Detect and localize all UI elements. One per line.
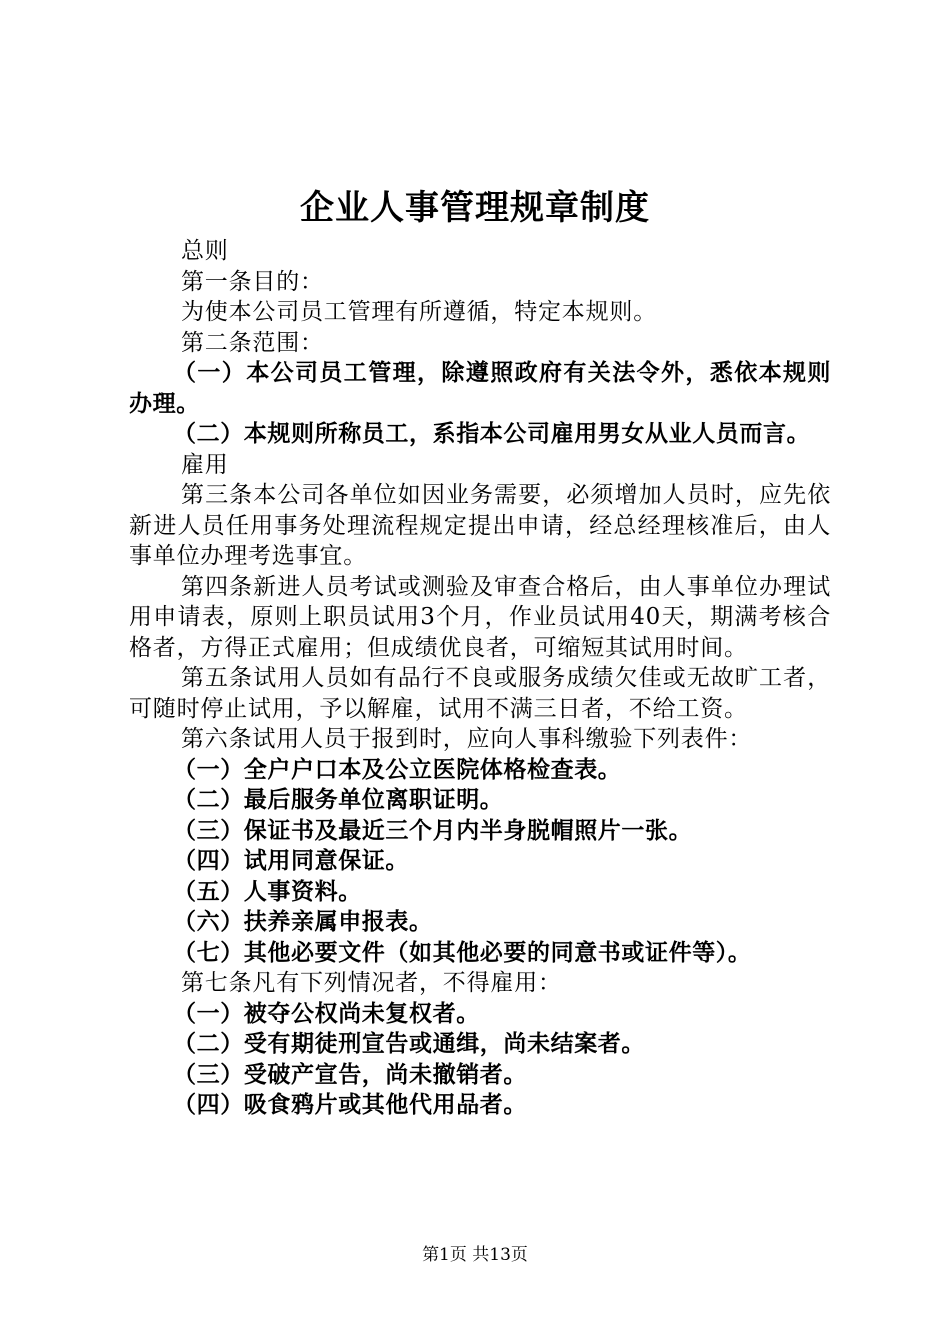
paragraph: 第五条试用人员如有品行不良或服务成绩欠佳或无故旷工者，可随时停止试用，予以解雇，试用不满三日者，不给工资。: [129, 665, 831, 722]
paragraph: 第六条试用人员于报到时，应向人事科缴验下列表件：: [181, 726, 753, 752]
list-item: （一）本公司员工管理，除遵照政府有关法令外，悉依本规则办理。: [129, 360, 831, 417]
section-heading: 雇用: [181, 451, 229, 478]
list-item: （三）保证书及最近三个月内半身脱帽照片一张。: [173, 817, 693, 844]
list-item: （四）吸食鸦片或其他代用品者。: [173, 1092, 527, 1118]
section-heading: 总则: [181, 238, 229, 264]
paragraph: 第三条本公司各单位如因业务需要，必须增加人员时，应先依新进人员任用事务处理流程规定提出申请，经总经理核准后，由人事单位办理考选事宜。: [129, 482, 831, 569]
document-title: 企业人事管理规章制度: [300, 188, 650, 228]
list-item: （二）本规则所称员工，系指本公司雇用男女从业人员而言。: [173, 421, 811, 447]
article-heading: 第二条范围：: [181, 329, 324, 356]
list-item: （四）试用同意保证。: [173, 848, 409, 874]
article-heading: 第一条目的：: [181, 268, 324, 295]
paragraph: 第四条新进人员考试或测验及审查合格后，由人事单位办理试用申请表，原则上职员试用3个月，作业员试用40天，期满考核合格者，方得正式雇用；但成绩优良者，可缩短其试用时间。: [129, 573, 831, 661]
paragraph: 第七条凡有下列情况者，不得雇用：: [181, 970, 562, 996]
list-item: （七）其他必要文件（如其他必要的同意书或证件等）。: [173, 939, 752, 966]
list-item: （二）受有期徒刑宣告或通缉，尚未结案者。: [173, 1031, 645, 1057]
list-item: （三）受破产宣告，尚未撤销者。: [173, 1061, 527, 1088]
list-item: （六）扶养亲属申报表。: [173, 909, 433, 935]
list-item: （一）全户户口本及公立医院体格检查表。: [173, 756, 622, 783]
list-item: （二）最后服务单位离职证明。: [173, 787, 504, 813]
document-body: [129, 236, 831, 1121]
list-item: （一）被夺公权尚未复权者。: [173, 1000, 480, 1027]
list-item: （五）人事资料。: [173, 878, 362, 905]
paragraph: 为使本公司员工管理有所遵循，特定本规则。: [181, 299, 657, 325]
page-footer: 第1页 共13页: [422, 1245, 528, 1265]
